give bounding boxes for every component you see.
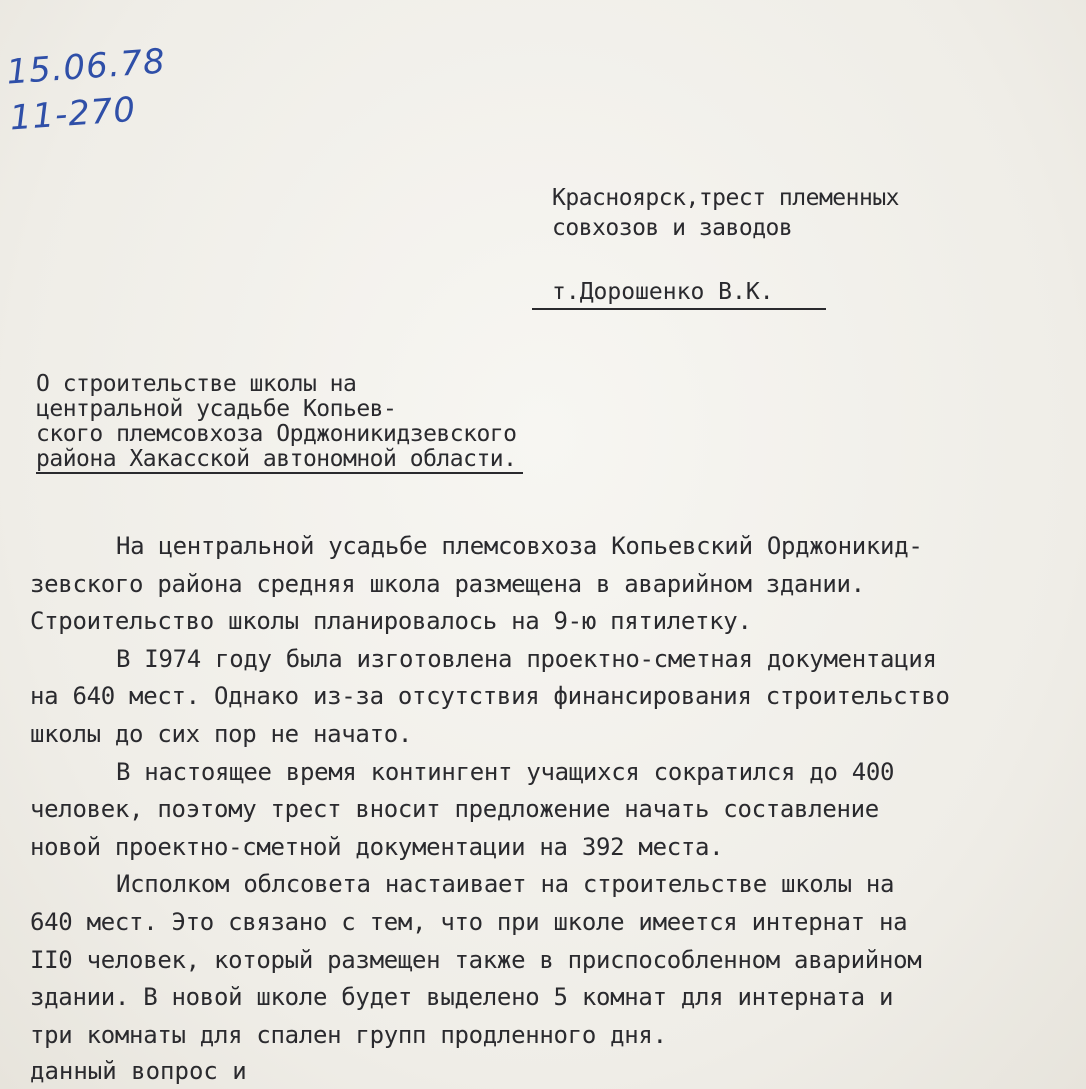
body-line: три комнаты для спален групп продленного дня.: [30, 1020, 667, 1049]
registration-number: 11-270: [8, 89, 138, 139]
subject-line: района Хакасской автономной области.: [36, 447, 523, 474]
recipient-name: т.Дорошенко В.К.: [532, 277, 826, 310]
cutoff-line-text: данный вопрос и: [30, 1057, 247, 1085]
body-line: 640 мест. Это связано с тем, что при школе имеется интернат на: [30, 907, 908, 936]
body-line: В настоящее время контингент учащихся сократился до 400: [116, 757, 895, 786]
body-line: В I974 году была изготовлена проектно-сметная документация: [116, 644, 937, 673]
body-line: новой проектно-сметной документации на 392 места.: [30, 832, 724, 861]
body-line: Исполком облсовета настаивает на строительстве школы на: [116, 870, 895, 899]
cutoff-line: [30, 1057, 1070, 1089]
subject-line: ского племсовхоза Орджоникидзевского: [36, 421, 517, 447]
body-line: II0 человек, который размещен также в приспособленном аварийном: [30, 945, 922, 974]
subject-block: [36, 372, 523, 474]
body-line: на 640 мест. Однако из-за отсутствия финансирования строительство: [30, 682, 950, 711]
handwritten-registration-stamp: [5, 39, 170, 142]
body-line: здании. В новой школе будет выделено 5 комнат для интерната и: [30, 983, 894, 1012]
body-line: На центральной усадьбе племсовхоза Копьевский Орджоникид-: [116, 532, 923, 560]
body-line: зевского района средняя школа размещена в аварийном здании.: [30, 569, 865, 598]
letter-body: [30, 528, 1080, 1054]
body-line: человек, поэтому трест вносит предложение начать составление: [30, 795, 879, 824]
body-line: Строительство школы планировалось на 9-ю пятилетку.: [30, 607, 752, 636]
subject-line: О строительстве школы на: [36, 371, 357, 397]
addressee-line: Красноярск,трест племенных: [552, 185, 900, 211]
addressee-line: совхозов и заводов: [552, 215, 793, 241]
addressee-block: [552, 183, 899, 243]
registration-date: 15.06.78: [5, 41, 168, 93]
subject-line: центральной усадьбе Копьев-: [36, 396, 397, 422]
body-line: школы до сих пор не начато.: [30, 719, 413, 748]
